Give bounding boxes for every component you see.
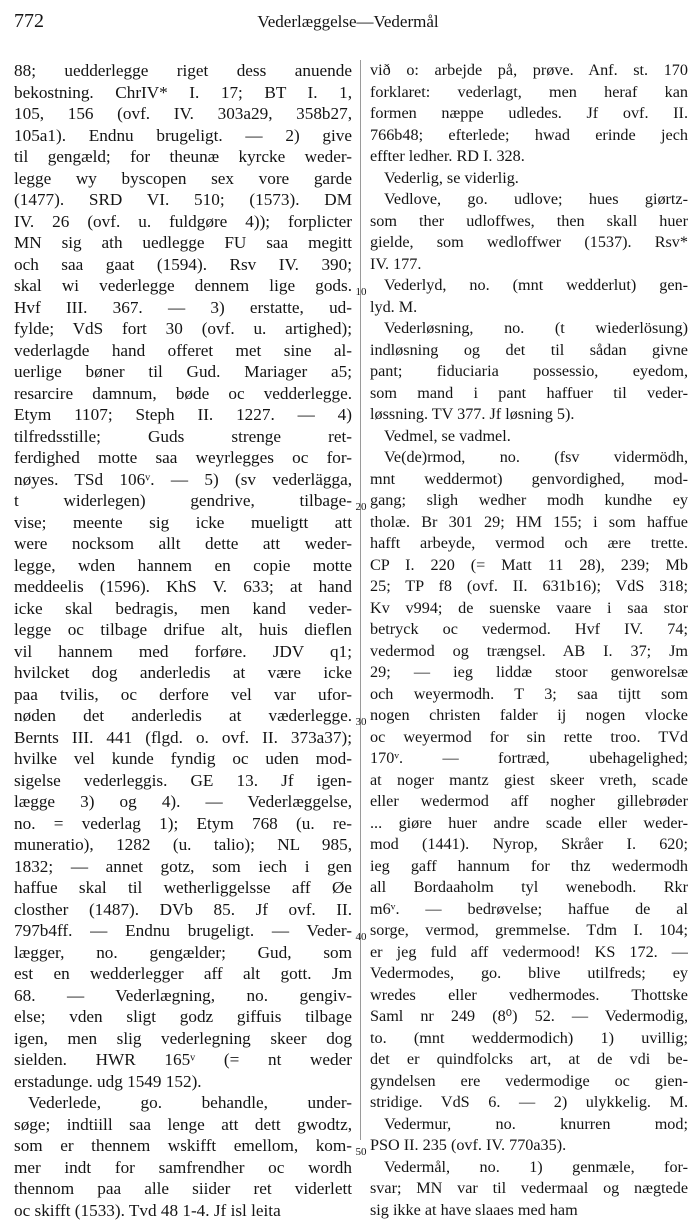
text-line: Vederlyd, no. (mnt wedderlut) gen- [370, 275, 688, 297]
text-line: nogen christen falder ij nogen vlocke [370, 705, 688, 727]
text-line: 797b4ff. — Endnu brugeligt. — Veder- [14, 920, 352, 942]
text-line: PSO II. 235 (ovf. IV. 770a35). [370, 1135, 688, 1157]
text-line: t widerlegen) gendrive, tilbage- [14, 490, 352, 512]
line-marker: 50 [352, 1146, 370, 1158]
text-line: 1832; — annet gotz, som iech i gen [14, 856, 352, 878]
text-line: forklaret: vederlagt, men heraf kan [370, 82, 688, 104]
left-column [14, 60, 352, 1221]
text-line: Hvf III. 367. — 3) erstatte, ud- [14, 297, 352, 319]
text-line: svar; MN var til vedermaal og nægtede [370, 1178, 688, 1200]
text-line: IV. 177. [370, 254, 688, 276]
text-line: icke skal bedragis, men kand veder- [14, 598, 352, 620]
text-line: hafft arbeyde, vermod och ære trette. [370, 533, 688, 555]
text-line: to. (mnt weddermodich) 1) uvillig; [370, 1028, 688, 1050]
text-line: Bernts III. 441 (flgd. o. ovf. II. 373a37); [14, 727, 352, 749]
text-line: haffue skal til wetherliggelsse aff Øe [14, 877, 352, 899]
text-line: ieg gaff hannum for thz wedermodh [370, 856, 688, 878]
text-line: indløsning og det til sådan givne [370, 340, 688, 362]
text-line: fylde; VdS fort 30 (ovf. u. artighed); [14, 318, 352, 340]
text-line: 105, 156 (ovf. IV. 303a29, 358b27, [14, 103, 352, 125]
text-line: effter ledher. RD I. 328. [370, 146, 688, 168]
text-line: uerlige bøner til Gud. Mariager a5; [14, 361, 352, 383]
text-line: sielden. HWR 165ᵛ (= nt weder [14, 1049, 352, 1071]
text-line: igen, men slig vederlegning skeer dog [14, 1028, 352, 1050]
text-line: resarcire damnum, bøde oc vedderlegge. [14, 383, 352, 405]
text-line: CP I. 220 (= Matt 11 28), 239; Mb [370, 555, 688, 577]
text-line: were nocksom allt dette att weder- [14, 533, 352, 555]
line-marker: 40 [352, 931, 370, 943]
text-line: vise; meente sig icke mueligtt att [14, 512, 352, 534]
text-line: lyd. M. [370, 297, 688, 319]
text-line: och saa gaat (1594). Rsv IV. 390; [14, 254, 352, 276]
text-line: lægger, no. gengælder; Gud, som [14, 942, 352, 964]
text-line: tilfredsstille; Guds strenge ret- [14, 426, 352, 448]
text-line: no. = vederlag 1); Etym 768 (u. re- [14, 813, 352, 835]
text-line: som mand i pant haffuer til veder- [370, 383, 688, 405]
text-line: Vedermål, no. 1) genmæle, for- [370, 1157, 688, 1179]
text-line: hvilcket dog anderledis at være icke [14, 662, 352, 684]
text-line: oc weyermod for sin rette troo. TVd [370, 727, 688, 749]
text-line: muneratio), 1282 (u. talio); NL 985, [14, 834, 352, 856]
running-head: Vederlæggelse—Vedermål [14, 12, 682, 32]
text-line: gang; sligh wedher modh kundhe ey [370, 490, 688, 512]
text-line: vil hannem med forføre. JDV q1; [14, 641, 352, 663]
text-line: est en wedderlegger aff alt gott. Jm [14, 963, 352, 985]
column-divider [360, 60, 361, 1140]
text-line: Vedermodes, go. blive utilfreds; ey [370, 963, 688, 985]
text-line: det er quindfolcks art, at de vdi be- [370, 1049, 688, 1071]
text-line: som ther udloffwes, then skall huer [370, 211, 688, 233]
text-line: (1477). SRD VI. 510; (1573). DM [14, 189, 352, 211]
text-line: som er thennem wskifft emellom, kom- [14, 1135, 352, 1157]
text-line: oc skifft (1533). Tvd 48 1-4. Jf isl leita [14, 1200, 352, 1221]
text-line: Vedlove, go. udlove; hues giørtz- [370, 189, 688, 211]
text-line: 170ᵛ. — fortræd, ubehagelighed; [370, 748, 688, 770]
text-line: mer indt for samfrendher oc wordh [14, 1157, 352, 1179]
line-marker: 30 [352, 716, 370, 728]
text-line: sorge, vermod, gremmelse. Tdm I. 104; [370, 920, 688, 942]
text-line: 25; TP f8 (ovf. II. 631b16); VdS 318; [370, 576, 688, 598]
text-line: gielde, som wedloffwer (1537). Rsv* [370, 232, 688, 254]
text-line: formen næppe udledes. Jf ovf. II. [370, 103, 688, 125]
text-line: skal wi vederlegge dennem lige gods. [14, 275, 352, 297]
text-line: lægge 3) og 4). — Vederlæggelse, [14, 791, 352, 813]
line-marker: 20 [352, 501, 370, 513]
text-line: ferdighed motte saa weyrlegges oc for- [14, 447, 352, 469]
line-marker: 10 [352, 286, 370, 298]
text-line: Kv v994; de suenske vaare i saa stor [370, 598, 688, 620]
text-line: MN sig ath uedlegge FU saa megitt [14, 232, 352, 254]
text-line: Vedermur, no. knurren mod; [370, 1114, 688, 1136]
text-line: pant; fiduciaria possessio, eyedom, [370, 361, 688, 383]
text-line: all Bordaaholm tyl wenebodh. Rkr [370, 877, 688, 899]
page-number: 772 [14, 10, 44, 33]
text-line: við o: arbejde på, prøve. Anf. st. 170 [370, 60, 688, 82]
text-line: gyndelsen ere vedermodige oc gien- [370, 1071, 688, 1093]
text-line: mnt weddermot) genvordighed, mod- [370, 469, 688, 491]
text-line: 29; — ieg liddæ stoor genworelsæ [370, 662, 688, 684]
text-line: sig ikke at have slaaes med ham [370, 1200, 688, 1221]
text-line: ... giøre huer andre scade eller weder- [370, 813, 688, 835]
text-line: och weyermodh. T 3; saa tijtt som [370, 684, 688, 706]
text-line: 68. — Vederlægning, no. gengiv- [14, 985, 352, 1007]
text-line: nøden det anderledis at væderlegge. [14, 705, 352, 727]
text-line: Saml nr 249 (8⁰) 52. — Vedermodig, [370, 1006, 688, 1028]
text-line: tholæ. Br 301 29; HM 155; i som haffue [370, 512, 688, 534]
text-line: bekostning. ChrIV* I. 17; BT I. 1, [14, 82, 352, 104]
text-line: legge, wden hannem en copie motte [14, 555, 352, 577]
text-line: løssning. TV 377. Jf løsning 5). [370, 404, 688, 426]
text-line: legge oc tilbage drifue alt, huis dieflen [14, 619, 352, 641]
text-line: paa tvilis, oc derfore vel var ufor- [14, 684, 352, 706]
text-line: Ve(de)rmod, no. (fsv vidermödh, [370, 447, 688, 469]
text-line: betryck oc vedermod. Hvf IV. 74; [370, 619, 688, 641]
text-line: hvilke vel kunde fyndig oc uden mod- [14, 748, 352, 770]
text-line: 766b48; efterlede; hwad erinde jech [370, 125, 688, 147]
text-line: eller wedermod aff nogher gillebrøder [370, 791, 688, 813]
text-line: vederlagde hand offeret met sine al- [14, 340, 352, 362]
text-line: closther (1487). DVb 85. Jf ovf. II. [14, 899, 352, 921]
text-line: 88; uedderlegge riget dess anuende [14, 60, 352, 82]
text-line: else; vden sligt godz giffuis tilbage [14, 1006, 352, 1028]
text-line: Vederlede, go. behandle, under- [14, 1092, 352, 1114]
text-line: Vederlig, se viderlig. [370, 168, 688, 190]
text-line: til gengæld; for theunæ kyrcke weder- [14, 146, 352, 168]
text-line: legge wy byscopen sex vore garde [14, 168, 352, 190]
text-line: wredes eller vedhermodes. Thottske [370, 985, 688, 1007]
text-line: IV. 26 (ovf. u. fuldgøre 4)); forplicter [14, 211, 352, 233]
text-line: meddeelis (1596). KhS V. 633; at hand [14, 576, 352, 598]
text-line: er jeg fuld aff vedermood! KS 172. — [370, 942, 688, 964]
text-line: erstadunge. udg 1549 152). [14, 1071, 352, 1093]
page-header [14, 6, 682, 36]
text-line: at noger mantz giest skeer vreth, scade [370, 770, 688, 792]
text-line: sigelse vederleggis. GE 13. Jf igen- [14, 770, 352, 792]
text-line: nøyes. TSd 106ᵛ. — 5) (sv vederlägga, [14, 469, 352, 491]
text-line: thennom paa alle siider ret viderlett [14, 1178, 352, 1200]
text-line: 105a1). Endnu brugeligt. — 2) give [14, 125, 352, 147]
text-line: Vedmel, se vadmel. [370, 426, 688, 448]
text-line: Vederløsning, no. (t wiederlösung) [370, 318, 688, 340]
text-line: vedermod og trængsel. AB I. 37; Jm [370, 641, 688, 663]
text-line: søge; indtiill saa lenge att dett gwodtz, [14, 1114, 352, 1136]
text-line: stridige. VdS 6. — 2) ulykkelig. M. [370, 1092, 688, 1114]
right-column [370, 60, 688, 1221]
text-line: m6ᵛ. — bedrøvelse; haffue de al [370, 899, 688, 921]
text-line: Etym 1107; Steph II. 1227. — 4) [14, 404, 352, 426]
text-line: mod (1441). Nyrop, Skråer I. 620; [370, 834, 688, 856]
